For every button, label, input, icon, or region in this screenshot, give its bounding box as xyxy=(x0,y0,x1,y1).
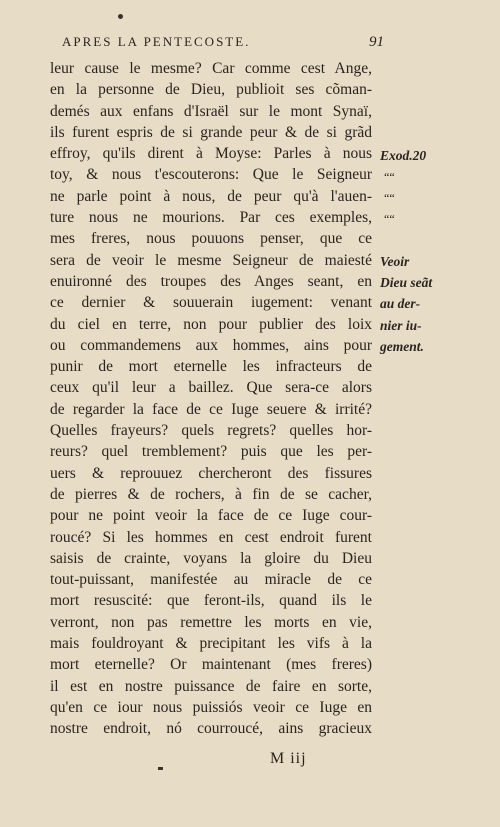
ink-mark-top xyxy=(118,14,123,19)
text-line: de pierres & de rochers, à fin de se cacher, xyxy=(50,485,372,503)
text-line: mes freres, nous pouuons penser, que ce xyxy=(50,230,372,248)
text-line: effroy, qu'ils dirent à Moyse: Parles à nous xyxy=(50,145,372,163)
text-line: en la personne de Dieu, publioit ses cõman- xyxy=(50,81,372,99)
text-line: ceux qu'il leur a baillez. Que sera-ce alors xyxy=(50,379,372,397)
margin-note-line: au der- xyxy=(380,296,421,311)
text-line: qu'en ce iour nous puissiós veoir ce Iuge en xyxy=(50,698,372,716)
text-line: leur cause le mesme? Car comme cest Ange, xyxy=(50,60,372,77)
body-text xyxy=(50,58,372,740)
quote-mark: ““ xyxy=(384,170,395,184)
text-line: mais fouldroyant & precipitant les vifs à la xyxy=(50,635,372,653)
text-line: ne parle point à nous, de peur qu'à l'auen- xyxy=(50,187,372,205)
text-line: du ciel en terre, non pour publier des loix xyxy=(50,315,372,333)
text-line: verront, non pas remettre les morts en vie, xyxy=(50,613,372,631)
text-line: de regarder la face de ce Iuge seuere & irrité? xyxy=(50,400,372,418)
text-line: mort resuscité: que feront-ils, quand ils le xyxy=(50,592,372,610)
quote-mark: ““ xyxy=(384,212,395,226)
text-line: pour ne point veoir la face de ce Iuge cour- xyxy=(50,507,372,525)
text-line: Quelles frayeurs? quels regrets? quelles hor- xyxy=(50,422,372,440)
text-line: enuironné des troupes des Anges seant, en xyxy=(50,272,372,290)
text-line: il est en nostre puissance de faire en sorte, xyxy=(50,677,372,695)
page-number: 91 xyxy=(369,34,384,50)
text-line: roucé? Si les hommes en cest endroit furent xyxy=(50,528,372,546)
text-line: demés aux enfans d'Israël sur le mont Synaï, xyxy=(50,102,372,120)
margin-note-exodus: Exod.20 xyxy=(380,148,427,163)
text-line: ce dernier & souuerain iugement: venant xyxy=(50,294,372,312)
margin-note-line: nier iu- xyxy=(380,318,422,333)
signature-mark: M iij xyxy=(270,750,307,767)
text-line: punir de mort eternelle les infracteurs de xyxy=(50,358,372,376)
text-line: uers & reprouuez chercheront des fissures xyxy=(50,464,372,482)
text-line: ture nous ne mourions. Par ces exemples, xyxy=(50,209,372,227)
text-line: toy, & nous t'escouterons: Que le Seigneur xyxy=(50,166,372,184)
text-line: mort eternelle? Or maintenant (mes freres) xyxy=(50,656,372,674)
running-head-title: APRES LA PENTECOSTE. xyxy=(62,34,251,49)
text-line: tout-puissant, manifestée au miracle de ce xyxy=(50,571,372,589)
margin-note-line: Dieu seãt xyxy=(380,275,433,290)
text-line: saisis de crainte, voyans la gloire du Dieu xyxy=(50,549,372,567)
text-line: ou commandemens aux hommes, ains pour xyxy=(50,336,372,354)
text-line: reurs? quel tremblement? puis que les per- xyxy=(50,443,372,461)
text-line: sera de veoir le mesme Seigneur de maiesté xyxy=(50,251,372,269)
text-line: ils furent espris de si grande peur & de si grãd xyxy=(50,123,372,141)
running-head xyxy=(62,34,384,51)
margin-note-line: gement. xyxy=(380,339,424,354)
text-line: nostre endroit, nó courroucé, ains gracieux xyxy=(50,720,372,738)
margin-note-line: Veoir xyxy=(380,254,410,269)
quote-mark: ““ xyxy=(384,191,395,205)
ink-mark-bottom xyxy=(158,767,163,770)
